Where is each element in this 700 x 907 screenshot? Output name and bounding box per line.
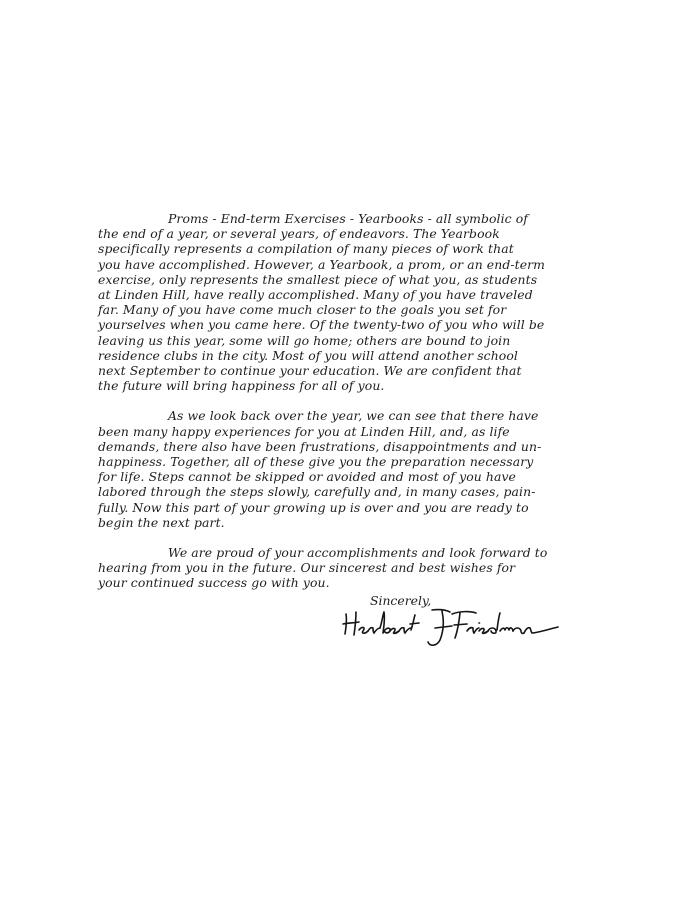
- text-line: been many happy experiences for you at Linden Hill, and, as life: [98, 423, 510, 439]
- text-line: the future will bring happiness for all of you.: [98, 378, 385, 394]
- letter-body: [98, 211, 588, 606]
- closing-salutation: Sincerely,: [370, 593, 432, 608]
- text-line: you have accomplished. However, a Yearbook, a prom, or an end-term: [98, 256, 546, 272]
- text-line: happiness. Together, all of these give you the preparation necessary: [98, 454, 534, 470]
- text-line: fully. Now this part of your growing up is over and you are ready to: [98, 499, 529, 515]
- text-line: begin the next part.: [98, 514, 225, 530]
- text-line: leaving us this year, some will go home; others are bound to join: [98, 332, 511, 348]
- text-line: Proms - End-term Exercises - Yearbooks - all symbolic of: [168, 211, 528, 226]
- paragraph-3: [98, 545, 588, 591]
- text-line: labored through the steps slowly, carefully and, in many cases, pain-: [98, 484, 536, 500]
- handwritten-signature: [340, 600, 570, 650]
- text-line: demands, there also have been frustrations, disappointments and un-: [98, 438, 542, 454]
- text-line: hearing from you in the future. Our sincerest and best wishes for: [98, 560, 516, 576]
- text-line: yourselves when you came here. Of the twenty-two of you who will be: [98, 317, 545, 333]
- text-line: the end of a year, or several years, of endeavors. The Yearbook: [98, 226, 500, 242]
- text-line: exercise, only represents the smallest piece of what you, as students: [98, 271, 538, 287]
- text-line: next September to continue your education. We are confident that: [98, 363, 522, 379]
- paragraph-1: [98, 211, 588, 393]
- text-line: far. Many of you have come much closer to the goals you set for: [98, 302, 507, 318]
- text-line: specifically represents a compilation of many pieces of work that: [98, 241, 514, 257]
- text-line: at Linden Hill, have really accomplished. Many of you have traveled: [98, 287, 533, 303]
- paragraph-2: [98, 408, 588, 530]
- text-line: your continued success go with you.: [98, 575, 330, 591]
- text-line: for life. Steps cannot be skipped or avoided and most of you have: [98, 469, 516, 485]
- text-line: As we look back over the year, we can see that there have: [168, 408, 539, 424]
- text-line: residence clubs in the city. Most of you will attend another school: [98, 347, 518, 363]
- text-line: We are proud of your accomplishments and look forward to: [168, 545, 548, 561]
